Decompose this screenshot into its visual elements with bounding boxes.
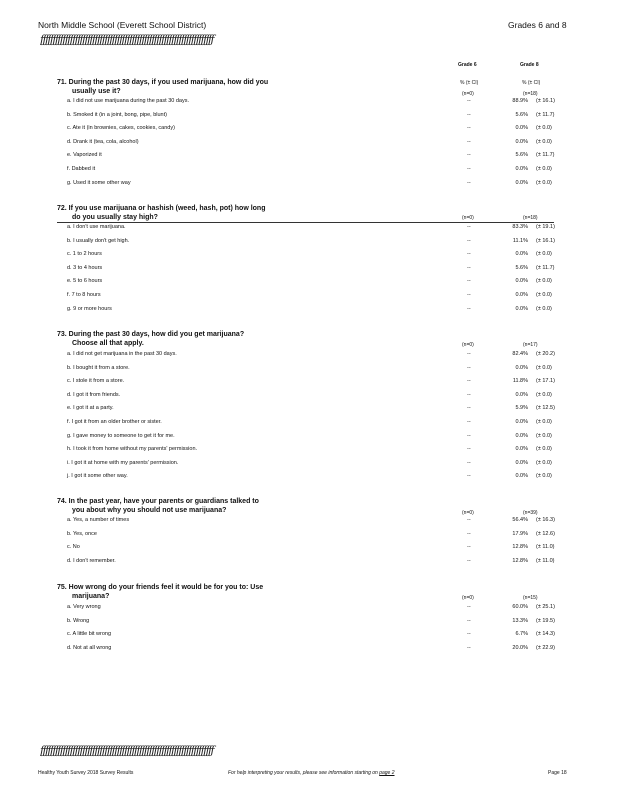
grade6-value: --	[467, 459, 471, 466]
grade8-ci: (± 0.0)	[536, 419, 552, 425]
grade8-percent: 0.0%	[515, 305, 528, 312]
grade6-value: --	[467, 557, 471, 564]
table-row	[0, 166, 618, 178]
grade8-percent: 0.0%	[515, 166, 528, 172]
table-row	[0, 180, 618, 192]
grade6-value: --	[467, 179, 471, 186]
answer-label: c. I stole it from a store.	[67, 378, 125, 385]
answer-label: d. Not at all wrong	[67, 644, 112, 651]
grade8-percent: 20.0%	[512, 644, 528, 651]
grade6-value: --	[467, 278, 471, 285]
sample-size-grade8: (n=18)	[523, 215, 538, 221]
col-header-grade8: Grade 8	[520, 62, 539, 68]
answer-label: c. A little bit wrong	[67, 631, 112, 638]
question-72-text	[57, 204, 265, 222]
bottom-rule: ƒƒƒƒƒƒƒƒƒƒƒƒƒƒƒƒƒƒƒƒƒƒƒƒƒƒƒƒƒƒƒƒƒƒƒƒƒƒƒƒƒƒƒƒƒƒƒƒƒƒƒƒƒƒƒƒƒƒƒƒƒƒƒƒƒƒƒƒƒƒ	[40, 744, 213, 757]
grade8-ci: (± 14.3)	[536, 631, 555, 638]
sample-size-grade8: (n=17)	[523, 342, 538, 348]
answer-label: g. 9 or more hours	[67, 305, 112, 312]
answer-label: a. I don't use marijuana.	[67, 224, 126, 230]
table-row	[0, 604, 618, 616]
grade8-ci: (± 19.1)	[536, 224, 555, 230]
grade8-percent: 0.0%	[515, 459, 528, 466]
sample-size-grade6: (n=0)	[462, 215, 474, 221]
grade8-percent: 12.8%	[512, 544, 528, 551]
answer-label: f. I got it from an older brother or sister.	[67, 419, 162, 425]
table-row	[0, 98, 618, 110]
grade8-percent: 5.6%	[515, 111, 528, 118]
grade6-value: --	[467, 473, 471, 480]
grade8-ci: (± 0.0)	[536, 432, 552, 439]
footer-survey-title: Healthy Youth Survey 2018 Survey Results	[38, 770, 134, 776]
grade6-value: --	[467, 251, 471, 258]
grade8-ci: (± 0.0)	[536, 305, 552, 312]
answer-label: e. Vaporized it	[67, 152, 102, 159]
grade8-percent: 17.9%	[512, 530, 528, 537]
table-row	[0, 265, 618, 277]
table-row	[0, 645, 618, 657]
grade6-value: --	[467, 617, 471, 624]
table-row	[0, 517, 618, 529]
answer-label: b. Smoked it (in a joint, bong, pipe, blunt)	[67, 111, 167, 118]
col-header-grade6: Grade 6	[458, 62, 477, 68]
grade8-percent: 0.0%	[515, 419, 528, 425]
table-row	[0, 224, 618, 236]
question-74-text	[57, 497, 259, 515]
grade8-percent: 11.8%	[512, 378, 528, 385]
grade6-value: --	[467, 152, 471, 159]
table-row	[0, 365, 618, 377]
grade8-percent: 0.0%	[515, 278, 528, 285]
grade8-percent: 12.8%	[512, 557, 528, 564]
grade8-percent: 0.0%	[515, 446, 528, 453]
question-71-text	[57, 78, 268, 96]
col-pct-ci-grade8: % (± CI)	[522, 80, 541, 86]
grade8-percent: 0.0%	[515, 391, 528, 398]
grade6-value: --	[467, 166, 471, 172]
grade8-percent: 5.6%	[515, 264, 528, 271]
grade8-percent: 56.4%	[512, 517, 528, 523]
grade8-percent: 0.0%	[515, 125, 528, 132]
table-row	[0, 125, 618, 137]
question-line1: 75. How wrong do your friends feel it would be for you to: Use	[57, 584, 264, 591]
question-line2: do you usually stay high?	[72, 214, 158, 221]
grade8-ci: (± 11.0)	[536, 544, 555, 551]
footer-page-link[interactable]: page 2	[379, 770, 395, 776]
grade6-value: --	[467, 351, 471, 357]
table-row	[0, 152, 618, 164]
grade8-percent: 5.9%	[515, 405, 528, 412]
table-row	[0, 392, 618, 404]
answer-label: a. I did not use marijuana during the past 30 days.	[67, 98, 189, 104]
answer-label: f. 7 to 8 hours	[67, 292, 101, 298]
grade6-value: --	[467, 446, 471, 453]
grade6-value: --	[467, 378, 471, 385]
answer-label: i. I got it at home with my parents' permission.	[67, 459, 179, 466]
question-75-text	[57, 583, 263, 601]
grade6-value: --	[467, 517, 471, 523]
sample-size-grade8: (n=18)	[523, 91, 538, 97]
grade8-ci: (± 0.0)	[536, 446, 552, 453]
footer-help-prefix: For help interpreting your results, please see information starting on	[228, 770, 380, 776]
answer-label: b. I usually don't get high.	[67, 237, 130, 244]
answer-label: c. 1 to 2 hours	[67, 251, 102, 258]
table-row	[0, 278, 618, 290]
grade6-value: --	[467, 391, 471, 398]
grade8-ci: (± 0.0)	[536, 251, 552, 258]
answer-label: d. I don't remember.	[67, 557, 116, 564]
table-row	[0, 139, 618, 151]
grade6-value: --	[467, 224, 471, 230]
question-line2: usually use it?	[72, 88, 121, 95]
table-row	[0, 544, 618, 556]
grade6-value: --	[467, 98, 471, 104]
grade8-percent: 5.6%	[515, 152, 528, 159]
col-pct-ci-grade6: % (± CI)	[460, 80, 479, 86]
table-row	[0, 112, 618, 124]
grade8-percent: 13.3%	[512, 617, 528, 624]
table-row	[0, 460, 618, 472]
grade8-percent: 0.0%	[515, 432, 528, 439]
grade8-ci: (± 0.0)	[536, 166, 552, 172]
grade8-percent: 0.0%	[515, 364, 528, 371]
answer-label: a. Yes, a number of times	[67, 517, 130, 523]
grade8-ci: (± 16.1)	[536, 98, 555, 104]
footer-page-number: Page 18	[548, 770, 567, 776]
grade8-ci: (± 16.1)	[536, 237, 555, 244]
grade8-ci: (± 11.7)	[536, 111, 555, 118]
grade8-percent: 0.0%	[515, 251, 528, 258]
top-rule: ƒƒƒƒƒƒƒƒƒƒƒƒƒƒƒƒƒƒƒƒƒƒƒƒƒƒƒƒƒƒƒƒƒƒƒƒƒƒƒƒƒƒƒƒƒƒƒƒƒƒƒƒƒƒƒƒƒƒƒƒƒƒƒƒƒƒƒƒƒƒ	[40, 33, 213, 46]
table-row	[0, 433, 618, 445]
grade8-percent: 82.4%	[512, 351, 528, 357]
grade8-percent: 0.0%	[515, 473, 528, 480]
sample-size-grade6: (n=0)	[462, 595, 474, 601]
grade8-ci: (± 0.0)	[536, 138, 552, 145]
grade8-ci: (± 0.0)	[536, 459, 552, 466]
school-name: North Middle School (Everett School District)	[38, 20, 207, 30]
grade6-value: --	[467, 305, 471, 312]
grade6-value: --	[467, 237, 471, 244]
grade8-percent: 11.1%	[512, 237, 528, 244]
grade6-value: --	[467, 544, 471, 551]
grade6-value: --	[467, 111, 471, 118]
grade6-value: --	[467, 405, 471, 412]
question-underline	[57, 222, 554, 223]
grade6-value: --	[467, 604, 471, 610]
grade8-ci: (± 0.0)	[536, 364, 552, 371]
table-row	[0, 558, 618, 570]
grade8-percent: 0.0%	[515, 179, 528, 186]
sample-size-grade8: (n=15)	[523, 595, 538, 601]
sample-size-grade6: (n=0)	[462, 510, 474, 516]
grade8-percent: 83.3%	[512, 224, 528, 230]
grade8-ci: (± 0.0)	[536, 473, 552, 480]
grade6-value: --	[467, 138, 471, 145]
answer-label: g. I gave money to someone to get it for me.	[67, 432, 175, 439]
table-row	[0, 618, 618, 630]
grade8-percent: 0.0%	[515, 138, 528, 145]
question-line2: marijuana?	[72, 593, 110, 600]
table-row	[0, 251, 618, 263]
table-row	[0, 351, 618, 363]
grade6-value: --	[467, 364, 471, 371]
grade8-ci: (± 22.9)	[536, 644, 555, 651]
table-row	[0, 631, 618, 643]
grade8-ci: (± 11.7)	[536, 264, 555, 271]
grade8-percent: 60.0%	[512, 604, 528, 610]
answer-label: b. Yes, once	[67, 530, 97, 537]
question-73-text	[57, 330, 244, 348]
grade8-ci: (± 0.0)	[536, 179, 552, 186]
table-row	[0, 238, 618, 250]
answer-label: d. Drank it (tea, cola, alcohol)	[67, 138, 139, 145]
table-row	[0, 405, 618, 417]
grade8-ci: (± 17.1)	[536, 378, 555, 385]
sample-size-grade6: (n=0)	[462, 91, 474, 97]
grade8-ci: (± 0.0)	[536, 125, 552, 132]
grade8-ci: (± 12.5)	[536, 405, 555, 412]
grade6-value: --	[467, 530, 471, 537]
grade8-ci: (± 16.3)	[536, 517, 555, 523]
answer-label: d. I got it from friends.	[67, 391, 121, 398]
grade6-value: --	[467, 644, 471, 651]
grades-label: Grades 6 and 8	[508, 20, 567, 30]
table-row	[0, 292, 618, 304]
table-row	[0, 306, 618, 318]
answer-label: b. Wrong	[67, 617, 90, 624]
grade6-value: --	[467, 631, 471, 638]
answer-label: h. I took it from home without my parents' permission.	[67, 446, 198, 453]
answer-label: a. Very wrong	[67, 604, 101, 610]
answer-label: c. Ate it (in brownies, cakes, cookies, candy)	[67, 125, 175, 132]
answer-label: b. I bought it from a store.	[67, 364, 130, 371]
question-line1: 74. In the past year, have your parents or guardians talked to	[57, 498, 259, 505]
grade6-value: --	[467, 432, 471, 439]
grade8-percent: 6.7%	[515, 631, 528, 638]
table-row	[0, 378, 618, 390]
grade6-value: --	[467, 264, 471, 271]
answer-label: g. Used it some other way	[67, 179, 131, 186]
footer-help-text	[228, 770, 395, 776]
grade8-ci: (± 11.0)	[536, 557, 555, 564]
grade8-ci: (± 25.1)	[536, 604, 555, 610]
answer-label: f. Dabbed it	[67, 166, 96, 172]
answer-label: j. I got it some other way.	[67, 473, 128, 480]
grade8-ci: (± 0.0)	[536, 292, 552, 298]
grade6-value: --	[467, 125, 471, 132]
table-row	[0, 446, 618, 458]
table-row	[0, 531, 618, 543]
answer-label: d. 3 to 4 hours	[67, 264, 103, 271]
table-row	[0, 419, 618, 431]
question-line2: you about why you should not use marijuana?	[72, 507, 227, 514]
question-line1: 71. During the past 30 days, if you used marijuana, how did you	[57, 79, 269, 86]
grade8-ci: (± 11.7)	[536, 152, 555, 159]
answer-label: e. I got it at a party.	[67, 405, 114, 412]
grade8-ci: (± 0.0)	[536, 391, 552, 398]
grade8-ci: (± 19.5)	[536, 617, 555, 624]
answer-label: a. I did not get marijuana in the past 30 days.	[67, 351, 177, 357]
grade8-ci: (± 20.2)	[536, 351, 555, 357]
question-line1: 72. If you use marijuana or hashish (weed, hash, pot) how long	[57, 205, 266, 212]
answer-label: c. No	[67, 544, 80, 551]
grade8-ci: (± 0.0)	[536, 278, 552, 285]
sample-size-grade6: (n=0)	[462, 342, 474, 348]
question-line1: 73. During the past 30 days, how did you get marijuana?	[57, 331, 245, 338]
grade8-percent: 88.9%	[512, 98, 528, 104]
grade6-value: --	[467, 419, 471, 425]
sample-size-grade8: (n=39)	[523, 510, 538, 516]
grade8-ci: (± 12.6)	[536, 530, 555, 537]
grade8-percent: 0.0%	[515, 292, 528, 298]
table-row	[0, 473, 618, 485]
grade6-value: --	[467, 292, 471, 298]
answer-label: e. 5 to 6 hours	[67, 278, 103, 285]
question-line2: Choose all that apply.	[72, 340, 144, 347]
